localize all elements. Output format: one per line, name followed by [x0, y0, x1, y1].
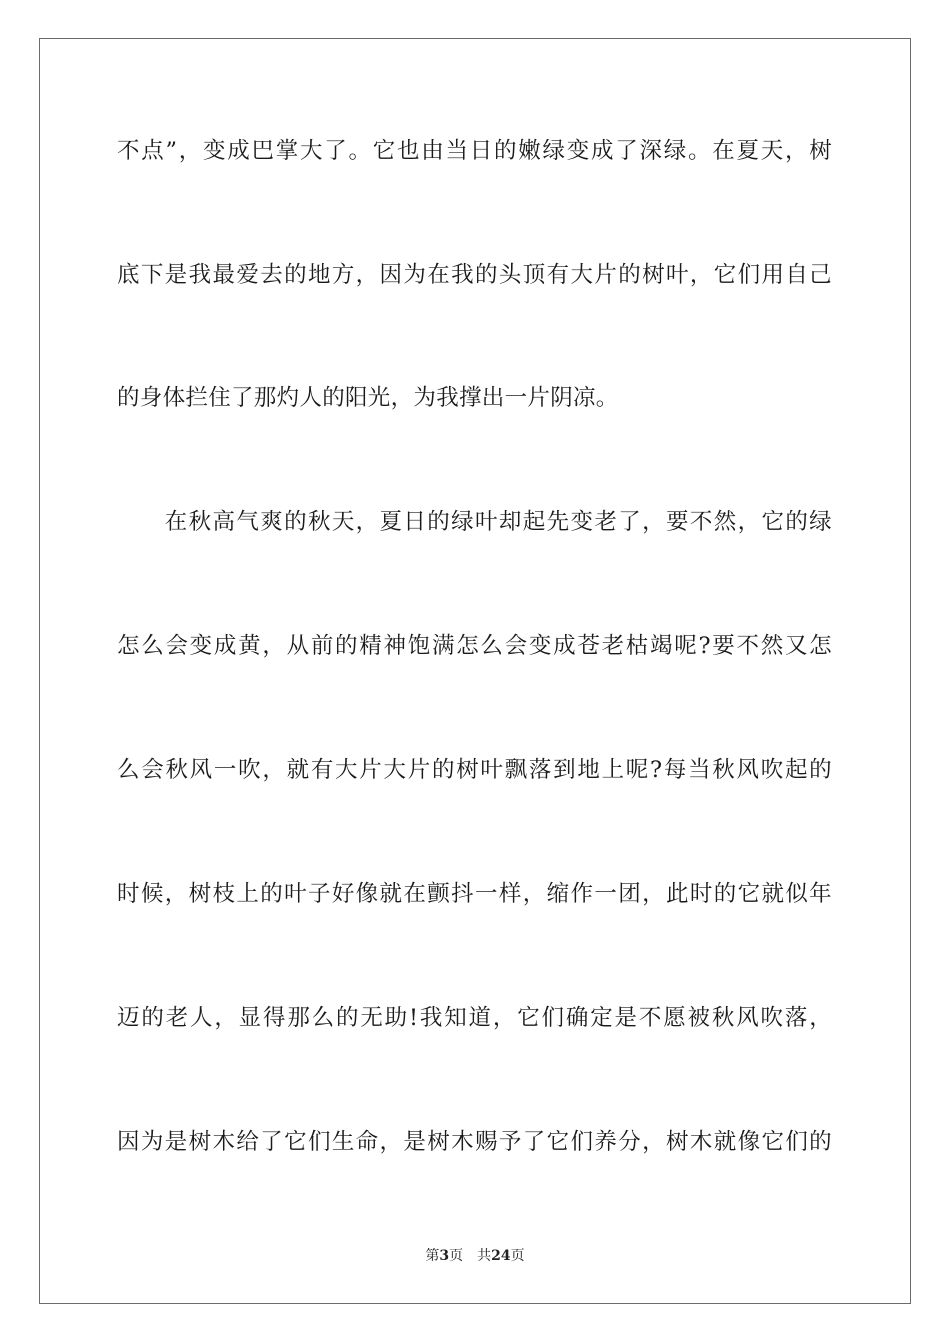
text-line-3: 的身体拦住了那灼人的阳光，为我撑出一片阴凉。: [117, 385, 619, 411]
text-line-9: 因为是树木给了它们生命，是树木赐予了它们养分，树木就像它们的: [117, 1129, 832, 1155]
page-border: [39, 38, 911, 1304]
text-line-8: 迈的老人，显得那么的无助!我知道，它们确定是不愿被秋风吹落，: [117, 1005, 832, 1031]
text-line-2: 底下是我最爱去的地方，因为在我的头顶有大片的树叶，它们用自己: [117, 262, 832, 288]
text-line-1: 不点”，变成巴掌大了。它也由当日的嫩绿变成了深绿。在夏天，树: [117, 138, 832, 164]
text-line-5: 怎么会变成黄，从前的精神饱满怎么会变成苍老枯竭呢?要不然又怎: [117, 633, 832, 659]
text-line-7: 时候，树枝上的叶子好像就在颤抖一样，缩作一团，此时的它就似年: [117, 881, 832, 907]
page-suffix: 页: [449, 1248, 464, 1264]
total-pages: 24: [491, 1248, 511, 1264]
total-prefix: 共: [477, 1248, 492, 1264]
total-suffix: 页: [510, 1248, 525, 1264]
page-footer: [0, 1246, 950, 1266]
page-number: 3: [439, 1248, 450, 1264]
page-prefix: 第: [425, 1248, 440, 1264]
text-line-4: 在秋高气爽的秋天，夏日的绿叶却起先变老了，要不然，它的绿: [117, 509, 832, 535]
text-line-6: 么会秋风一吹，就有大片大片的树叶飘落到地上呢?每当秋风吹起的: [117, 757, 832, 783]
